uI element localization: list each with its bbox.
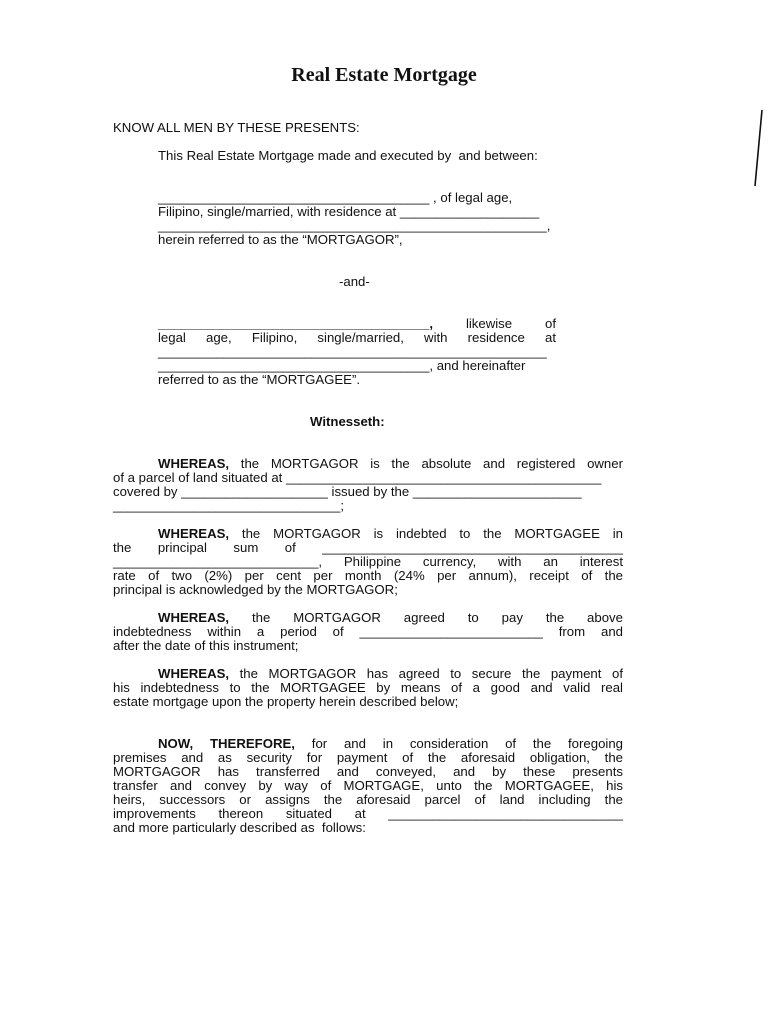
document-title: Real Estate Mortgage xyxy=(291,64,477,86)
witnesseth-heading: Witnesseth: xyxy=(310,414,385,429)
whereas-2-line-3: ____________________________, Philippine currency, with an interest xyxy=(113,554,623,569)
whereas-2-line-4: rate of two (2%) per cent per month (24% per annum), receipt of the xyxy=(113,568,623,583)
made-executed-text: This Real Estate Mortgage made and executed by and between: xyxy=(158,148,538,163)
now-therefore-line-1: NOW, THEREFORE, for and in consideration of the foregoing xyxy=(158,736,624,751)
now-therefore-line-3: MORTGAGOR has transferred and conveyed, and by these presents xyxy=(113,764,623,779)
whereas-4-line-3: estate mortgage upon the property herein described below; xyxy=(113,694,459,709)
whereas-2-line-5: principal is acknowledged by the MORTGAGOR; xyxy=(113,582,398,597)
now-therefore-line-4: transfer and convey by way of MORTGAGE, unto the MORTGAGEE, his xyxy=(113,778,623,793)
now-therefore-line-7: and more particularly described as follows: xyxy=(113,820,366,835)
whereas-4-line-2: his indebtedness to the MORTGAGEE by means of a good and valid real xyxy=(113,680,623,695)
whereas-1-line-1: WHEREAS, the MORTGAGOR is the absolute and registered owner xyxy=(158,456,623,471)
whereas-3-line-2: indebtedness within a period of _________________________ from and xyxy=(113,624,623,639)
mortgagor-referred-line: herein referred to as the “MORTGAGOR”, xyxy=(158,232,403,247)
mortgagor-address-line: _____________________________________________________, xyxy=(158,218,551,233)
mortgagor-residence-line: Filipino, single/married, with residence at ___________________ xyxy=(158,204,540,219)
whereas-2-line-2: the principal sum of _________________________________________ xyxy=(113,540,623,555)
whereas-3-line-3: after the date of this instrument; xyxy=(113,638,299,653)
whereas-3-line-1: WHEREAS, the MORTGAGOR agreed to pay the above xyxy=(158,610,623,625)
know-all-men-heading: KNOW ALL MEN BY THESE PRESENTS: xyxy=(113,120,360,135)
now-therefore-line-2: premises and as security for payment of the aforesaid obligation, the xyxy=(113,750,623,765)
whereas-1-line-4: _______________________________; xyxy=(113,498,345,513)
whereas-4-line-1: WHEREAS, the MORTGAGOR has agreed to secure the payment of xyxy=(158,666,623,681)
and-separator: -and- xyxy=(339,274,370,289)
now-therefore-line-6: improvements thereon situated at ________________________________ xyxy=(113,806,623,821)
margin-pen-stroke xyxy=(752,108,764,188)
mortgagee-referred-line: referred to as the “MORTGAGEE”. xyxy=(158,372,361,387)
mortgagee-hereinafter-line: _____________________________________, and hereinafter xyxy=(158,358,526,373)
mortgagee-address-line: _____________________________________________________ xyxy=(158,344,547,359)
whereas-1-line-3: covered by ____________________ issued by the _______________________ xyxy=(113,484,582,499)
whereas-2-line-1: WHEREAS, the MORTGAGOR is indebted to the MORTGAGEE in xyxy=(158,526,623,541)
whereas-1-line-2: of a parcel of land situated at ___________________________________________ xyxy=(113,470,602,485)
mortgagor-name-line: _____________________________________ , of legal age, xyxy=(158,190,513,205)
now-therefore-line-5: heirs, successors or assigns the aforesaid parcel of land including the xyxy=(113,792,623,807)
mortgagee-residence-line: legal age, Filipino, single/married, with residence at xyxy=(158,330,556,345)
mortgagee-name-line: _____________________________________, likewise of xyxy=(158,316,556,331)
